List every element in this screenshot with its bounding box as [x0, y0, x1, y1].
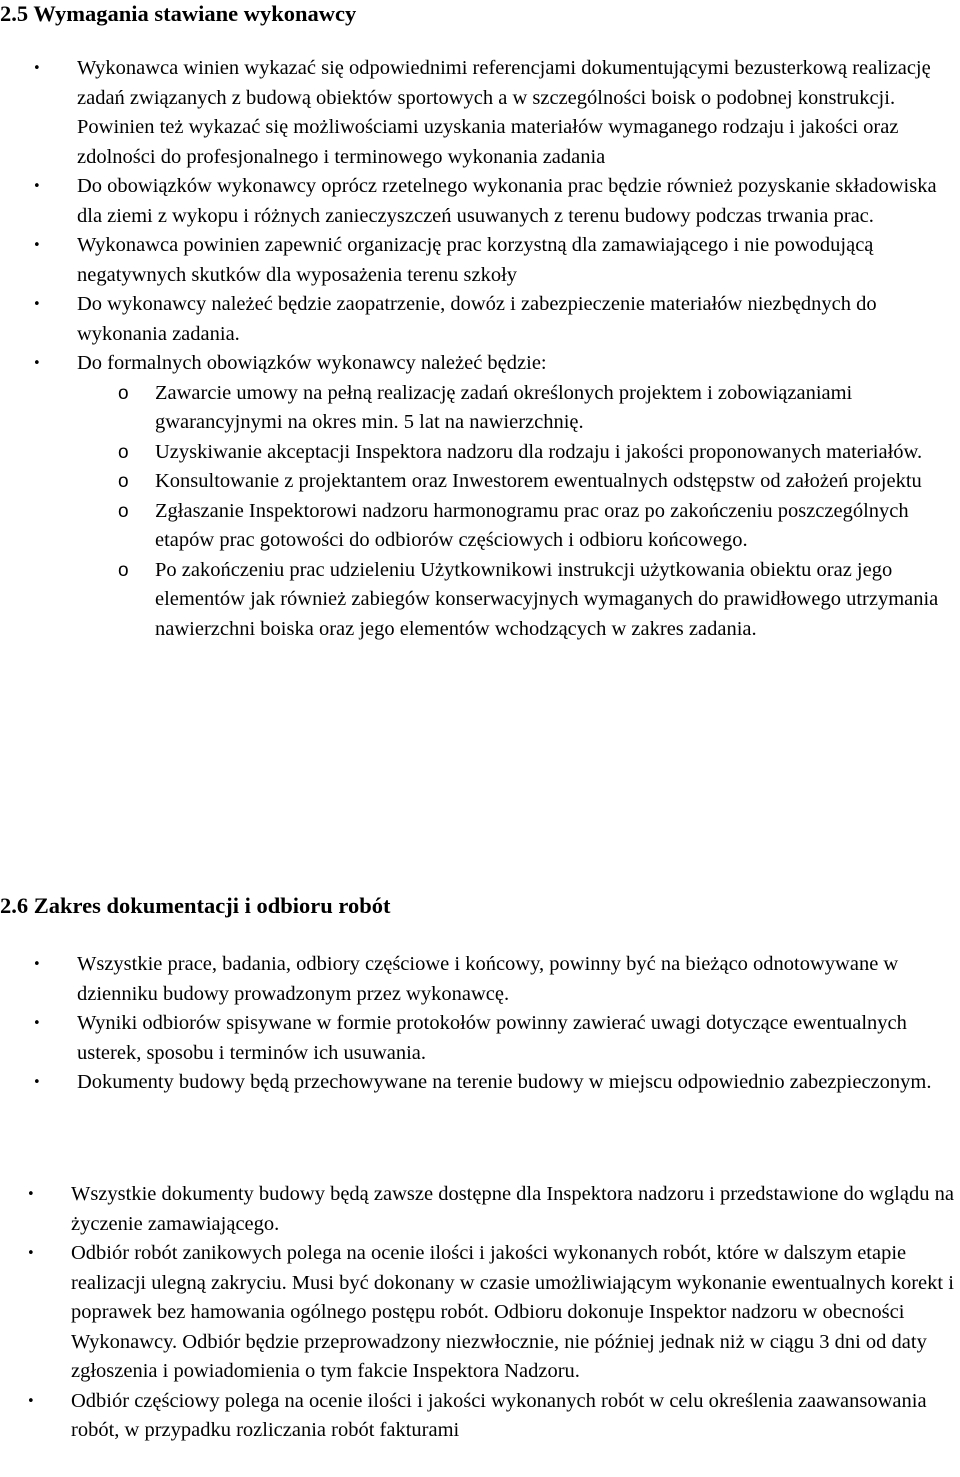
circle-bullet-icon: o [118, 441, 129, 463]
requirements-list [33, 54, 960, 644]
list-item: • Wszystkie dokumenty budowy będą zawsze dostępne dla Inspektora nadzoru i przedstawione do wglądu na życzenie zamawiającego. [71, 1180, 956, 1239]
list-item: • Odbiór robót zanikowych polega na ocenie ilości i jakości wykonanych robót, które w dalszym etapie realizacji ulegną zakryciu. Musi być dokonany w czasie umożliwiającym wykonanie ewentualnych korekt i poprawek bez hamowania ogólnego postępu robót. Odbioru dokonuje Inspektor nadzoru w obecności Wykonawcy. Odbiór będzie przeprowadzony niezwłocznie, nie później jednak niż w ciągu 3 dni od daty zgłoszenia i powiadomienia o tym fakcie Inspektora Nadzoru. [71, 1239, 956, 1387]
bullet-icon: • [27, 1187, 35, 1202]
bullet-icon: • [33, 957, 41, 972]
bullet-icon: • [33, 61, 41, 76]
sublist-item: o Po zakończeniu prac udzieleniu Użytkownikowi instrukcji użytkowania obiektu oraz jego elementów jak również zabiegów konserwacyjnych wymaganych do prawidłowego utrzymania nawierzchni boiska oraz jego elementów wchodzących w zakres zadania. [155, 556, 960, 645]
bullet-icon: • [27, 1246, 35, 1261]
list-item: • Odbiór częściowy polega na ocenie ilości i jakości wykonanych robót w celu określenia zaawansowania robót, w przypadku rozliczania robót fakturami [71, 1387, 956, 1446]
list-item: • Do wykonawcy należeć będzie zaopatrzenie, dowóz i zabezpieczenie materiałów niezbędnych do wykonania zadania. [77, 290, 960, 349]
list-item: • Do obowiązków wykonawcy oprócz rzetelnego wykonania prac będzie również pozyskanie składowiska dla ziemi z wykopu i różnych zanieczyszczeń usuwanych z terenu budowy podczas trwania prac. [77, 172, 960, 231]
list-item: • Do formalnych obowiązków wykonawcy należeć będzie: o Zawarcie umowy na pełną realizację zadań określonych projektem i zobowiązaniami gwarancyjnymi na okres min. 5 lat na nawierzchnię. o Uzyskiwanie akceptacji Inspektora nadzoru dla rodzaju i jakości proponowanych materiałów. o Konsultowanie z projektantem oraz Inwestorem ewentualnych odstępstw od założeń projektu o Zgłaszanie Inspektorowi nadzoru harmonogramu prac oraz po zakończeniu poszczególnych etapów prac gotowości do odbiorów częściowych i odbioru końcowego. o Po zakończeniu prac udzieleniu Użytkownikowi instrukcji użytkowania obiektu oraz jego elementów jak również zabiegów konserwacyjnych wymaganych do prawidłowego utrzymania nawierzchni boiska oraz jego elementów wchodzących w zakres zadania. [77, 349, 960, 644]
section-title-2-6: 2.6 Zakres dokumentacji i odbioru robót [0, 893, 391, 918]
bullet-icon: • [27, 1393, 35, 1409]
sublist-item: o Uzyskiwanie akceptacji Inspektora nadzoru dla rodzaju i jakości proponowanych materiałów. [155, 438, 960, 468]
circle-bullet-icon: o [118, 471, 129, 492]
list-item: • Wykonawca winien wykazać się odpowiednimi referencjami dokumentującymi bezusterkową realizację zadań związanych z budową obiektów sportowych a w szczególności boisk o podobnej konstrukcji. Powinien też wykazać się możliwościami uzyskania materiałów wymaganego rodzaju i jakości oraz zdolności do profesjonalnego i terminowego wykonania zadania [77, 54, 960, 172]
bullet-icon: • [33, 179, 41, 194]
acceptance-list [27, 1180, 956, 1446]
circle-bullet-icon: o [118, 382, 129, 404]
bullet-icon: • [33, 297, 41, 312]
bullet-icon: • [33, 1016, 41, 1031]
sublist-item: o Konsultowanie z projektantem oraz Inwestorem ewentualnych odstępstw od założeń projektu [155, 467, 960, 497]
sublist-item: o Zgłaszanie Inspektorowi nadzoru harmonogramu prac oraz po zakończeniu poszczególnych etapów prac gotowości do odbiorów częściowych i odbioru końcowego. [155, 497, 960, 556]
list-item: • Wykonawca powinien zapewnić organizację prac korzystną dla zamawiającego i nie powodującą negatywnych skutków dla wyposażenia terenu szkoły [77, 231, 960, 290]
list-item: • Dokumenty budowy będą przechowywane na terenie budowy w miejscu odpowiednio zabezpieczonym. [77, 1068, 960, 1098]
list-item: • Wyniki odbiorów spisywane w formie protokołów powinny zawierać uwagi dotyczące ewentualnych usterek, sposobu i terminów ich usuwania. [77, 1009, 960, 1068]
circle-bullet-icon: o [118, 559, 129, 581]
bullet-icon: • [33, 238, 41, 253]
bullet-icon: • [33, 1075, 41, 1090]
formal-duties-sublist [77, 379, 960, 645]
documentation-list [33, 950, 960, 1098]
circle-bullet-icon: o [118, 500, 129, 522]
list-item: • Wszystkie prace, badania, odbiory częściowe i końcowy, powinny być na bieżąco odnotowywane w dzienniku budowy prowadzonym przez wykonawcę. [77, 950, 960, 1009]
bullet-icon: • [33, 356, 41, 371]
sublist-item: o Zawarcie umowy na pełną realizację zadań określonych projektem i zobowiązaniami gwarancyjnymi na okres min. 5 lat na nawierzchnię. [155, 379, 960, 438]
section-title-2-5: 2.5 Wymagania stawiane wykonawcy [0, 1, 357, 26]
